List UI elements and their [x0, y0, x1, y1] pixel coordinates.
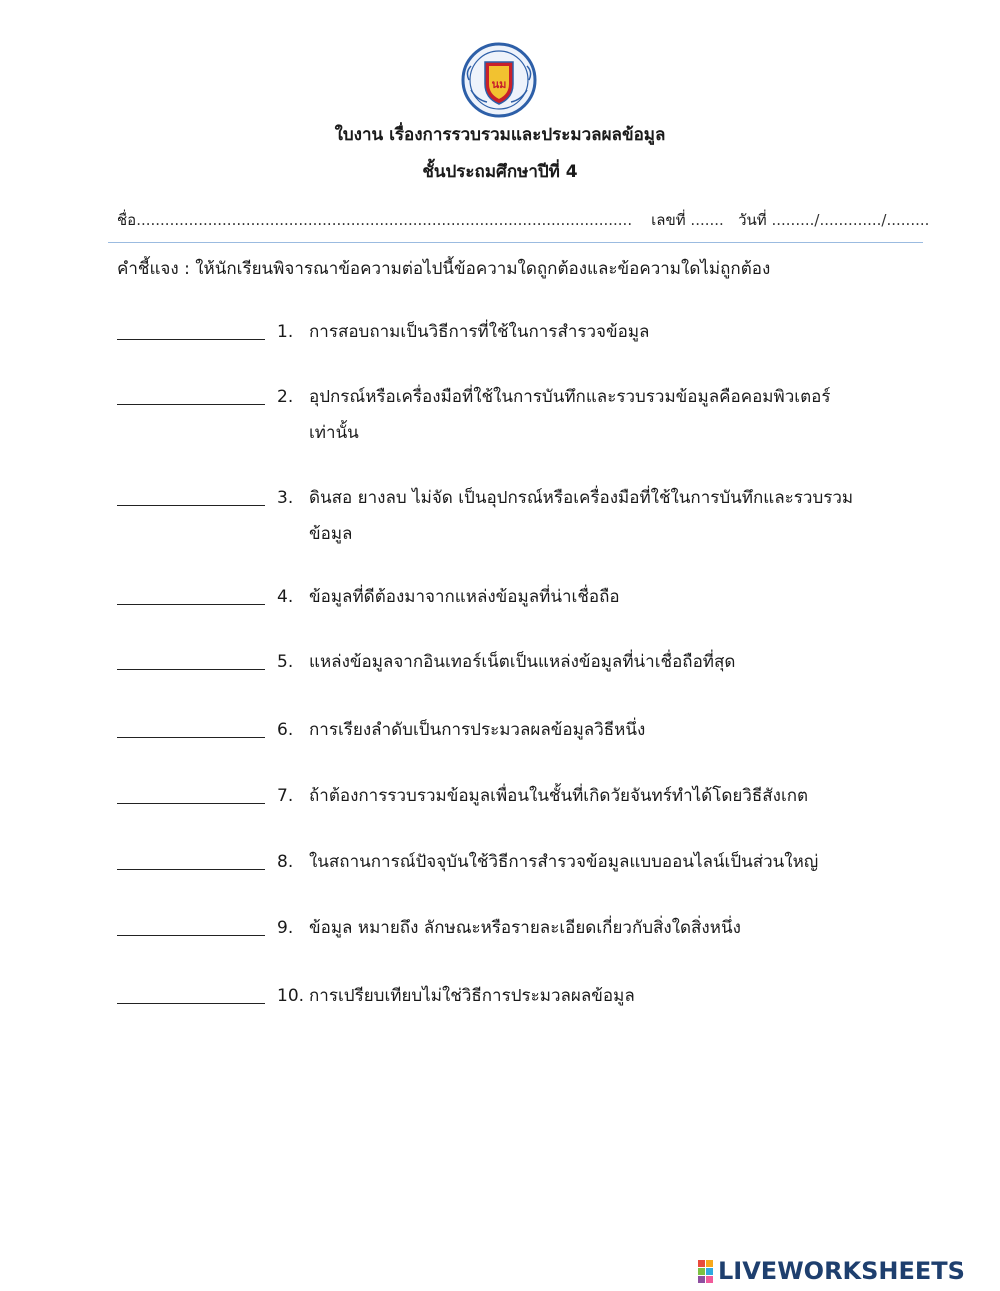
date-field[interactable]: ........./............./......... [771, 211, 930, 229]
grade-level: ชั้นประถมศึกษาปีที่ 4 [422, 162, 578, 182]
question-number: 3. [277, 488, 294, 508]
question-number: 6. [277, 720, 294, 740]
question-text: ข้อมูล หมายถึง ลักษณะหรือรายละเอียดเกี่ยวกับสิ่งใดสิ่งหนึ่ง [309, 918, 741, 938]
question-number: 5. [277, 652, 294, 672]
question-item [117, 387, 897, 447]
number-field[interactable]: ....... [690, 211, 724, 229]
question-item [117, 986, 897, 1046]
answer-blank[interactable] [117, 505, 265, 506]
name-label: ชื่อ [117, 211, 137, 229]
answer-blank[interactable] [117, 737, 265, 738]
question-text: อุปกรณ์หรือเครื่องมือที่ใช้ในการบันทึกและรวบรวมข้อมูลคือคอมพิวเตอร์เท่านั้น [309, 387, 831, 443]
divider [108, 242, 923, 243]
brand-name: LIVEWORKSHEETS [718, 1257, 965, 1285]
question-text: ถ้าต้องการรวบรวมข้อมูลเพื่อนในชั้นที่เกิดวัยจันทร์ทำได้โดยวิธีสังเกต [309, 786, 809, 806]
question-text: ในสถานการณ์ปัจจุบันใช้วิธีการสำรวจข้อมูลแบบออนไลน์เป็นส่วนใหญ่ [309, 852, 819, 872]
question-text: ข้อมูลที่ดีต้องมาจากแหล่งข้อมูลที่น่าเชื่อถือ [309, 587, 620, 607]
question-number: 10. [277, 986, 305, 1006]
question-text: การเรียงลำดับเป็นการประมวลผลข้อมูลวิธีหนึ่ง [309, 720, 646, 740]
question-item [117, 720, 897, 780]
question-item [117, 587, 897, 647]
question-item [117, 918, 897, 978]
instructions: คำชี้แจง : ให้นักเรียนพิจารณาข้อความต่อไปนี้ข้อความใดถูกต้องและข้อความใดไม่ถูกต้อง [117, 259, 771, 279]
answer-blank[interactable] [117, 404, 265, 405]
name-field[interactable]: ........................................................................................................ [136, 211, 633, 229]
question-text: การสอบถามเป็นวิธีการที่ใช้ในการสำรวจข้อมูล [309, 322, 650, 342]
question-text: การเปรียบเทียบไม่ใช่วิธีการประมวลผลข้อมูล [309, 986, 635, 1006]
question-number: 1. [277, 322, 294, 342]
question-item [117, 488, 897, 548]
answer-blank[interactable] [117, 669, 265, 670]
answer-blank[interactable] [117, 803, 265, 804]
question-item [117, 786, 897, 846]
question-item [117, 652, 897, 712]
answer-blank[interactable] [117, 339, 265, 340]
question-item [117, 322, 897, 382]
question-text: ดินสอ ยางลบ ไม่จัด เป็นอุปกรณ์หรือเครื่องมือที่ใช้ในการบันทึกและรวบรวมข้อมูล [309, 488, 854, 544]
school-logo [457, 42, 541, 118]
student-info-line [117, 208, 929, 232]
question-item [117, 852, 897, 912]
question-number: 9. [277, 918, 294, 938]
answer-blank[interactable] [117, 869, 265, 870]
logo-blocks-icon [698, 1260, 713, 1283]
answer-blank[interactable] [117, 1003, 265, 1004]
answer-blank[interactable] [117, 604, 265, 605]
worksheet-title: ใบงาน เรื่องการรวบรวมและประมวลผลข้อมูล [334, 125, 666, 145]
liveworksheets-logo [698, 1256, 965, 1286]
answer-blank[interactable] [117, 935, 265, 936]
date-label: วันที่ [738, 211, 767, 229]
question-number: 2. [277, 387, 294, 407]
question-number: 4. [277, 587, 294, 607]
number-label: เลขที่ [651, 211, 686, 229]
question-text: แหล่งข้อมูลจากอินเทอร์เน็ตเป็นแหล่งข้อมูลที่น่าเชื่อถือที่สุด [309, 652, 736, 672]
question-number: 8. [277, 852, 294, 872]
question-number: 7. [277, 786, 294, 806]
logo-text: นม [491, 78, 507, 91]
